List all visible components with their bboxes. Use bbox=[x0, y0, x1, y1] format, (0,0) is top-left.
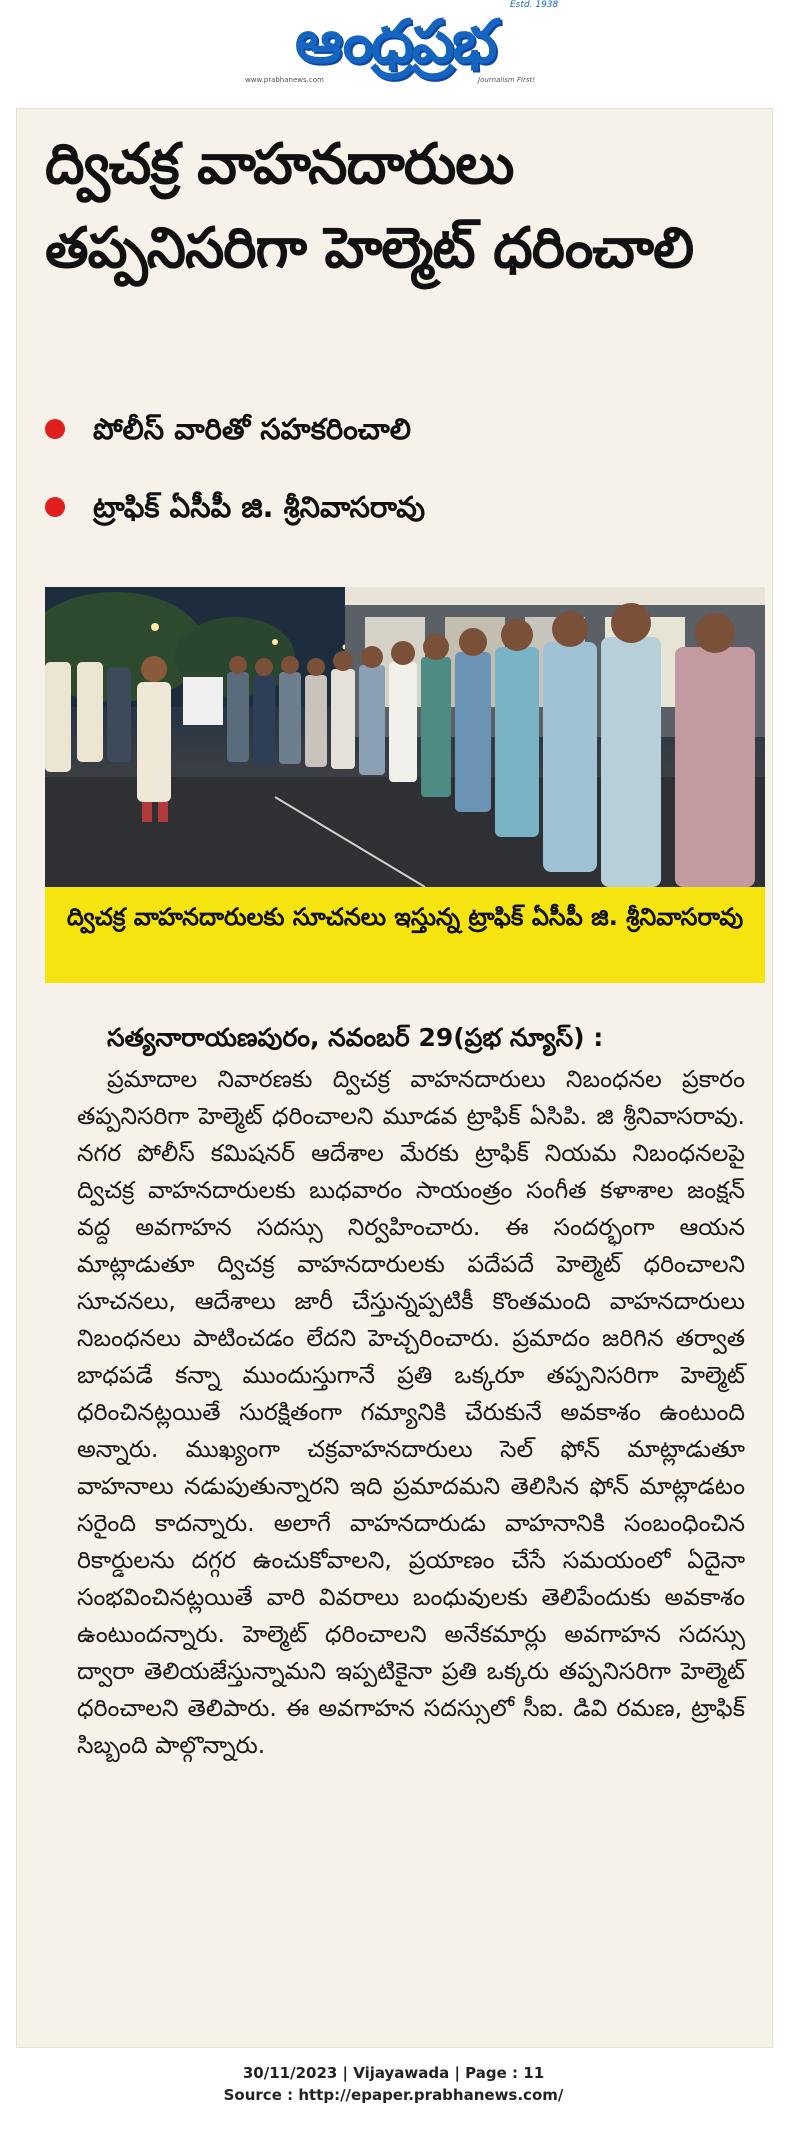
masthead bbox=[0, 0, 787, 108]
established-label: Estd. 1938 bbox=[510, 0, 559, 10]
bullet-dot-icon bbox=[45, 419, 65, 439]
article-body bbox=[77, 1061, 745, 1764]
photo-caption: ద్విచక్ర వాహనదారులకు సూచనలు ఇస్తున్న ట్రాఫిక్ ఏసీపీ జి. శ్రీనివాసరావు bbox=[66, 903, 744, 931]
newspaper-logo[interactable]: ఆంధ్రప్రభ bbox=[294, 7, 496, 77]
photo-caption-box bbox=[45, 887, 765, 983]
footer-date-line: 30/11/2023 | Vijayawada | Page : 11 bbox=[242, 2064, 545, 2082]
photo-illustration bbox=[45, 587, 765, 887]
bullet-text-1: పోలీస్ వారితో సహకరించాలి bbox=[93, 412, 412, 446]
article-dateline: సత్యనారాయణపురం, నవంబర్ 29(ప్రభ న్యూస్) : bbox=[107, 1023, 604, 1052]
bullet-point-2 bbox=[45, 487, 425, 527]
bullet-dot-icon bbox=[45, 497, 65, 517]
article-clipping bbox=[16, 108, 773, 2048]
footer-source-link[interactable]: Source : http://epaper.prabhanews.com/ bbox=[223, 2086, 564, 2104]
news-photo bbox=[45, 587, 765, 887]
masthead-url: www.prabhanews.com bbox=[245, 76, 324, 84]
body-paragraph: ప్రమాదాల నివారణకు ద్విచక్ర వాహనదారులు నిబంధనల ప్రకారం తప్పనిసరిగా హెల్మెట్ ధరించాలని మూడవ ట్రాఫిక్ ఏసిపి. జి శ్రీనివాసరావు. నగర పోలీస్ కమిషనర్ ఆదేశాల మేరకు ట్రాఫిక్ నియమ నిబంధనలపై ద్విచక్ర వాహనదారులకు బుధవారం సాయంత్రం సంగీత కళాశాల జంక్షన్ వద్ద అవగాహన సదస్సు నిర్వహించారు. ఈ సందర్భంగా ఆయన మాట్లాడుతూ ద్విచక్ర వాహనదారులకు పదేపదే హెల్మెట్ ధరించాలని సూచనలు, ఆదేశాలు జారీ చేస్తున్నప్పటికీ కొంతమంది వాహనదారులు నిబంధనలు పాటించడం లేదని హెచ్చరించారు. ప్రమాదం జరిగిన తర్వాత బాధపడే కన్నా ముందుస్తుగానే ప్రతి ఒక్కరూ తప్పనిసరిగా హెల్మెట్ ధరించినట్లయితే సురక్షితంగా గమ్యానికి చేరుకునే అవకాశం ఉంటుంది అన్నారు. ముఖ్యంగా చక్రవాహనదారులు సెల్ ఫోన్ మాట్లాడుతూ వాహనాలు నడుపుతున్నారని ఇది ప్రమాదమని తెలిసిన ఫోన్ మాట్లాడటం సరైంది కాదన్నారు. అలాగే వాహనదారుడు వాహనానికి సంబంధించిన రికార్డులను దగ్గర ఉంచుకోవాలని, ప్రయాణం చేసే సమయంలో ఏదైనా సంభవించినట్లయితే వారి వివరాలు బంధువులకు తెలిపేందుకు అవకాశం ఉంటుందన్నారు. హెల్మెట్ ధరించాలని అనేకమార్లు అవగాహన సదస్సు ద్వారా తెలియజేస్తున్నామని ఇప్పటికైనా ప్రతి ఒక్కరు తప్పనిసరిగా హెల్మెట్ ధరించాలని తెలిపారు. ఈ అవగాహన సదస్సులో సీఐ. డివి రమణ, ట్రాఫిక్ సిబ్బంది పాల్గొన్నారు. bbox=[77, 1065, 745, 1759]
masthead-tagline: Journalism First! bbox=[478, 76, 536, 84]
bullet-text-2: ట్రాఫిక్ ఏసీపీ జి. శ్రీనివాసరావు bbox=[93, 490, 426, 524]
article-headline: ద్విచక్ర వాహనదారులు తప్పనిసరిగా హెల్మెట్ ధరించాలి bbox=[45, 132, 694, 281]
bullet-point-1 bbox=[45, 409, 411, 449]
